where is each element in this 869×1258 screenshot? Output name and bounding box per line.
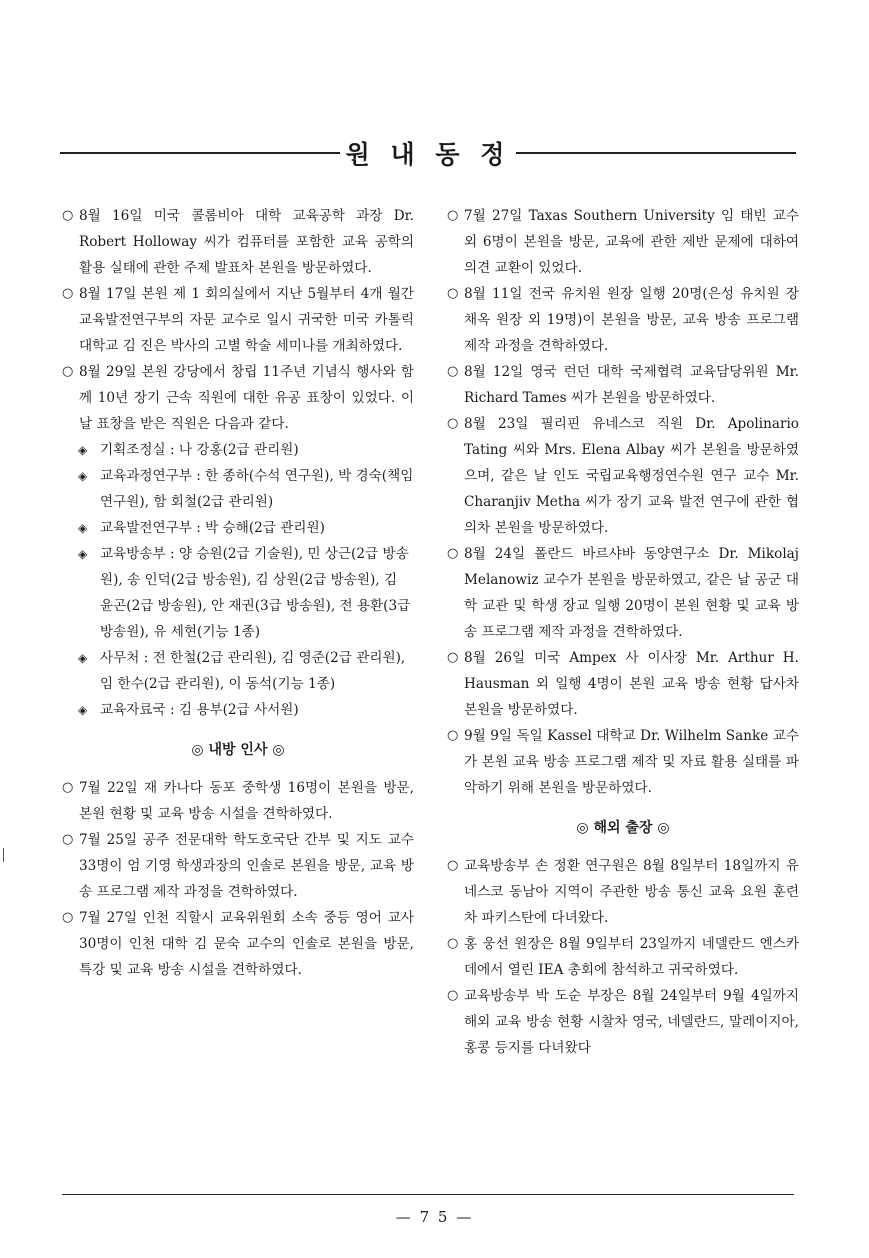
circle-bullet-icon: ○ <box>447 936 459 951</box>
circle-bullet-icon: ○ <box>447 364 459 379</box>
diamond-bullet-icon: ◈ <box>78 443 88 457</box>
award-item: ◈ 사무처 : 전 한철(2급 관리원), 김 영준(2급 관리원), 임 한수(2급 관리원), 이 동석(기능 1종) <box>62 645 414 697</box>
news-item: ○ 교육방송부 박 도순 부장은 8월 24일부터 9월 4일까지 해외 교육 방송 현황 시찰차 영국, 네델란드, 말레이지아, 홍콩 등지를 다녀왔다 <box>447 983 799 1061</box>
news-item: ○ 7월 22일 재 카나다 동포 중학생 16명이 본원을 방문, 본원 현황 및 교육 방송 시설을 견학하였다. <box>62 775 414 827</box>
news-item: ○ 7월 25일 공주 전문대학 학도호국단 간부 및 지도 교수 33명이 엄 기영 학생과장의 인솔로 본원을 방문, 교육 방송 프로그램 제작 과정을 견학하였다. <box>62 827 414 905</box>
award-item: ◈ 교육발전연구부 : 박 승해(2급 관리원) <box>62 515 414 541</box>
circle-bullet-icon: ○ <box>62 832 74 847</box>
circle-bullet-icon: ○ <box>447 416 459 431</box>
news-item: ○ 8월 16일 미국 콜롬비아 대학 교육공학 과장 Dr. Robert Holloway 씨가 컴퓨터를 포함한 교육 공학의 활용 실태에 관한 주제 발표차 본원을 방문하였다. <box>62 203 414 281</box>
circle-bullet-icon: ○ <box>447 650 459 665</box>
margin-mark <box>3 848 4 862</box>
news-item: ○ 7월 27일 인천 직할시 교육위원회 소속 중등 영어 교사 30명이 인천 대학 김 문숙 교수의 인솔로 본원을 방문, 특강 및 교육 방송 시설을 견학하였다. <box>62 905 414 983</box>
circle-bullet-icon: ○ <box>447 546 459 561</box>
award-item: ◈ 교육과정연구부 : 한 종하(수석 연구원), 박 경숙(책임 연구원), 함 회철(2급 관리원) <box>62 463 414 515</box>
title-rule-right <box>516 152 796 154</box>
news-item: ○ 8월 12일 영국 런던 대학 국제협력 교육담당위원 Mr. Richard Tames 씨가 본원을 방문하였다. <box>447 359 799 411</box>
diamond-bullet-icon: ◈ <box>78 703 88 717</box>
circle-bullet-icon: ○ <box>447 286 459 301</box>
page-number: — 7 5 — <box>395 1208 474 1226</box>
news-item: ○ 8월 29일 본원 강당에서 창립 11주년 기념식 행사와 함께 10년 장기 근속 직원에 대한 유공 표창이 있었다. 이날 표창을 받은 직원은 다음과 같다. <box>62 359 414 437</box>
news-item: ○ 9월 9일 독일 Kassel 대학교 Dr. Wilhelm Sanke 교수가 본원 교육 방송 프로그램 제작 및 자료 활용 실태를 파악하기 위해 본원을 방문하였다. <box>447 723 799 801</box>
award-item: ◈ 교육방송부 : 양 승원(2급 기술원), 민 상근(2급 방송원), 송 인덕(2급 방송원), 김 상원(2급 방송원), 김 윤곤(2급 방송원), 안 재권(3급 방송원), 전 용환(3급 방송원), 유 세현(기능 1종) <box>62 541 414 645</box>
title-row <box>60 133 796 173</box>
page-title: 원 내 동 정 <box>345 140 511 169</box>
diamond-bullet-icon: ◈ <box>78 469 88 483</box>
news-item: ○ 8월 24일 폴란드 바르샤바 동양연구소 Dr. Mikolaj Melanowiz 교수가 본원을 방문하였고, 같은 날 공군 대학 교관 및 학생 장교 일행 20명이 본원 현황 및 교육 방송 프로그램 제작 과정을 견학하였다. <box>447 541 799 645</box>
circle-bullet-icon: ○ <box>447 208 459 223</box>
diamond-bullet-icon: ◈ <box>78 651 88 665</box>
right-column <box>447 203 799 1061</box>
news-item: ○ 8월 26일 미국 Ampex 사 이사장 Mr. Arthur H. Hausman 외 일행 4명이 본원 교육 방송 현황 답사차 본원을 방문하였다. <box>447 645 799 723</box>
diamond-bullet-icon: ◈ <box>78 547 88 561</box>
news-item: ○ 8월 11일 전국 유치원 원장 일행 20명(은성 유치원 장 채옥 원장 외 19명)이 본원을 방문, 교육 방송 프로그램 제작 과정을 견학하였다. <box>447 281 799 359</box>
title-rule-left <box>60 152 340 154</box>
circle-bullet-icon: ○ <box>62 286 74 301</box>
news-item: ○ 7월 27일 Taxas Southern University 임 태빈 교수 외 6명이 본원을 방문, 교육에 관한 제반 문제에 대하여 의견 교환이 있었다. <box>447 203 799 281</box>
circle-bullet-icon: ○ <box>447 728 459 743</box>
news-item: ○ 홍 웅선 원장은 8월 9일부터 23일까지 네델란드 엔스카데에서 열린 IEA 총회에 참석하고 귀국하였다. <box>447 931 799 983</box>
section-heading-overseas-trips: ◎ 해외 출장 ◎ <box>576 820 670 836</box>
news-item: ○ 8월 17일 본원 제 1 회의실에서 지난 5월부터 4개 월간 교육발전연구부의 자문 교수로 일시 귀국한 미국 카톨릭 대학교 김 진은 박사의 고별 학술 세미나를 개최하였다. <box>62 281 414 359</box>
diamond-bullet-icon: ◈ <box>78 521 88 535</box>
circle-bullet-icon: ○ <box>62 910 74 925</box>
circle-bullet-icon: ○ <box>447 858 459 873</box>
section-heading-visitors: ◎ 내방 인사 ◎ <box>191 742 285 758</box>
left-column <box>62 203 414 983</box>
award-item: ◈ 교육자료국 : 김 용부(2급 사서원) <box>62 697 414 723</box>
circle-bullet-icon: ○ <box>62 364 74 379</box>
footer-rule <box>62 1194 794 1195</box>
news-item: ○ 8월 23일 필리핀 유네스코 직원 Dr. Apolinario Tating 씨와 Mrs. Elena Albay 씨가 본원을 방문하였으며, 같은 날 인도 국립교육행정연수원 연구 교수 Mr. Charanjiv Metha 씨가 장기 교육 발전 연구에 관한 협의차 본원을 방문하였다. <box>447 411 799 541</box>
news-item: ○ 교육방송부 손 정환 연구원은 8월 8일부터 18일까지 유네스코 동남아 지역이 주관한 방송 통신 교육 요원 훈련차 파키스탄에 다녀왔다. <box>447 853 799 931</box>
circle-bullet-icon: ○ <box>62 780 74 795</box>
circle-bullet-icon: ○ <box>62 208 74 223</box>
award-item: ◈ 기획조정실 : 나 강홍(2급 관리원) <box>62 437 414 463</box>
circle-bullet-icon: ○ <box>447 988 459 1003</box>
